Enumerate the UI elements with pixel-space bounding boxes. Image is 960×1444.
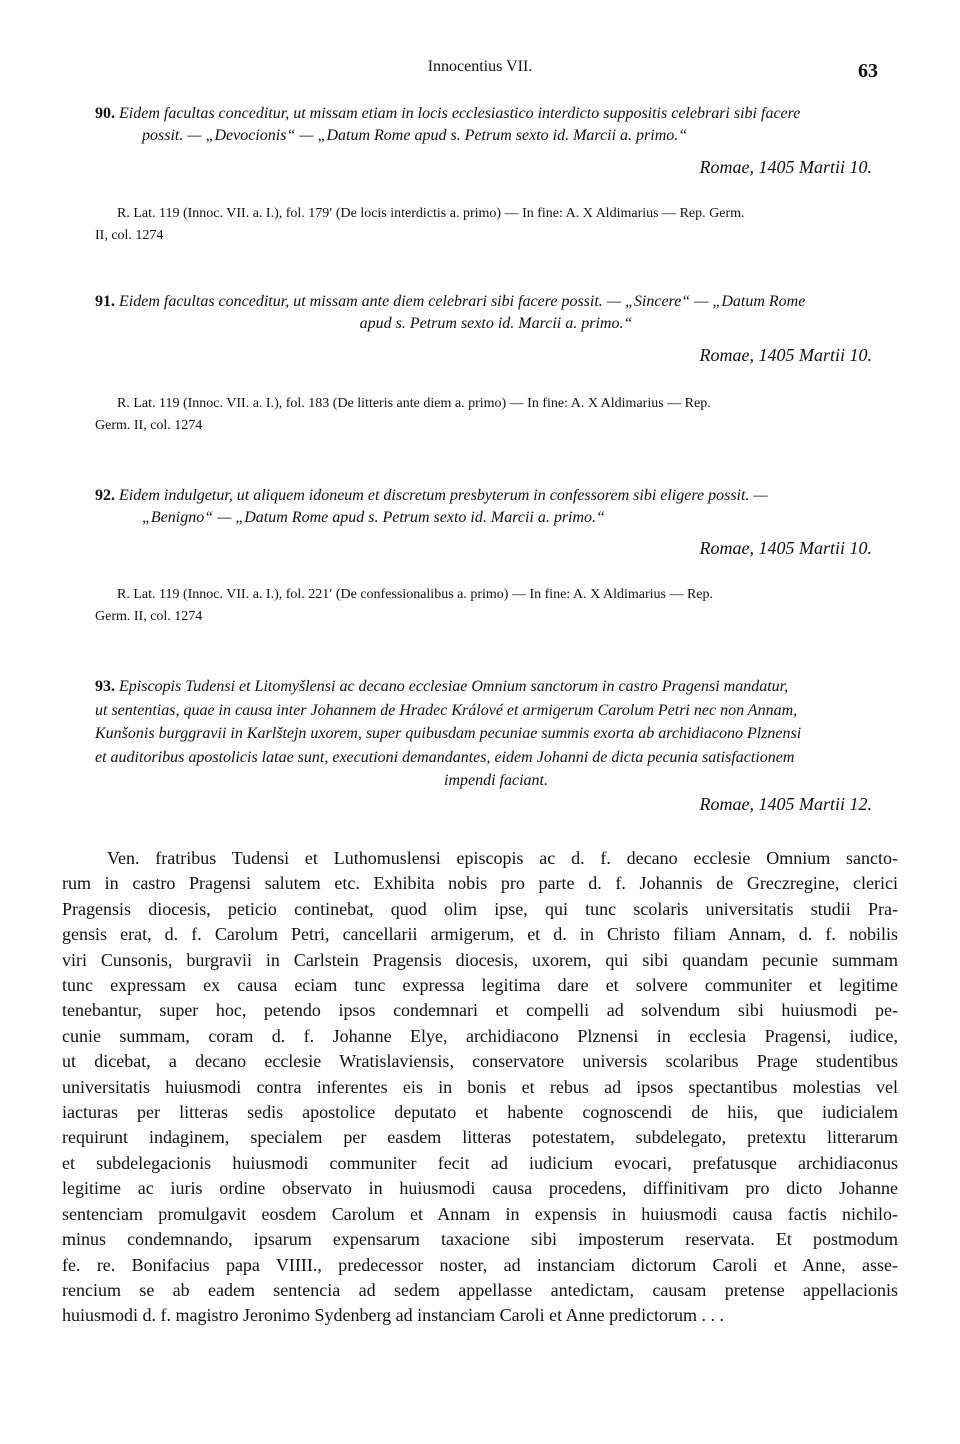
entry-text-line: Eidem facultas conceditur, ut missam etiam in locis ecclesiastico interdicto suppositis celebrari sibi facere — [119, 105, 801, 122]
entry-number: 93. — [95, 678, 115, 695]
entry-text-line: Episcopis Tudensi et Litomyšlensi ac decano ecclesiae Omnium sanctorum in castro Pragensi mandatur, — [119, 678, 789, 695]
body-line: gensis erat, d. f. Carolum Petri, cancellarii armigerum, et d. in Christo filiam Annam, d. f. nobilis — [62, 924, 898, 945]
entry-92-date: Romae, 1405 Martii 10. — [699, 538, 872, 558]
body-line: et subdelegacionis huiusmodi communiter fecit ad iudicium evocari, prefatusque archidiaconus — [62, 1152, 898, 1173]
document-body — [62, 846, 898, 1329]
body-line: cunie summam, coram d. f. Johanne Elye, archidiacono Plznensi in ecclesia Pragensi, iudice, — [62, 1025, 898, 1046]
body-line: tenebantur, super hoc, petendo ipsos condemnari et compelli ad solvendum sibi huiusmodi pe- — [62, 1000, 898, 1021]
body-line: legitime ac iuris ordine observato in huiusmodi causa procedens, diffinitivam pro dicto Johanne — [62, 1178, 898, 1199]
body-line: Ven. fratribus Tudensi et Luthomuslensi episcopis ac d. f. decano ecclesie Omnium sancto- — [107, 848, 898, 868]
entry-text-line: apud s. Petrum sexto id. Marcii a. primo.“ — [359, 315, 633, 332]
entry-text-line: et auditoribus apostolicis latae sunt, executioni demandantes, eidem Johanni de dicta pecunia satisfactionem — [95, 748, 795, 766]
body-line: sentenciam promulgavit eosdem Carolum et Annam in expensis in huiusmodi causa factis nichilo- — [62, 1203, 898, 1224]
reference-line: Germ. II, col. 1274 — [95, 418, 203, 433]
reference-line: Germ. II, col. 1274 — [95, 609, 203, 624]
body-line: rum in castro Pragensi salutem etc. Exhibita nobis pro parte d. f. Johannis de Greczregine, clerici — [62, 873, 898, 894]
body-line: minus condemnando, ipsarum expensarum taxacione sibi imposterum reservata. Et postmodum — [62, 1229, 898, 1250]
body-line: Pragensis diocesis, peticio continebat, quod olim ipse, qui tunc scolaris universitatis studii Pra- — [62, 898, 898, 919]
entry-93-summary — [95, 675, 897, 793]
entry-text-line: Kunšonis burggravii in Karlštejn uxorem, super quibusdam pecuniae summis exorta ab archidiacono Plznensi — [95, 725, 802, 742]
page-number: 63 — [858, 60, 878, 82]
entry-text-line: Eidem facultas conceditur, ut missam ante diem celebrari sibi facere possit. — „Sincere“ — „Datum Rome — [119, 293, 806, 310]
entry-text-line: ut sententias, quae in causa inter Johannem de Hradec Králové et armigerum Carolum Petri nec non Annam, — [95, 701, 798, 719]
entry-text-line: impendi faciant. — [444, 772, 548, 789]
entry-93-date: Romae, 1405 Martii 12. — [699, 794, 872, 814]
entry-92-reference — [95, 584, 897, 628]
entry-text-line: Eidem indulgetur, ut aliquem idoneum et discretum presbyterum in confessorem sibi eligere possit. — — [119, 487, 768, 504]
entry-91-reference — [95, 393, 897, 437]
entry-90-date: Romae, 1405 Martii 10. — [699, 157, 872, 177]
entry-92-summary — [95, 485, 897, 529]
reference-line: R. Lat. 119 (Innoc. VII. a. I.), fol. 179′ (De locis interdictis a. primo) — In fine: A. X Aldimarius — Rep. Germ. — [117, 206, 745, 221]
entry-text-line: possit. — „Devocionis“ — „Datum Rome apud s. Petrum sexto id. Marcii a. primo.“ — [142, 127, 688, 144]
body-line: viri Cunsonis, burgravii in Carlstein Pragensis diocesis, uxorem, qui sibi quandam pecunie summam — [62, 949, 898, 970]
body-line: fe. re. Bonifacius papa VIIII., predecessor noster, ad instanciam dictorum Caroli et Anne, asse- — [62, 1254, 898, 1275]
entry-number: 90. — [95, 105, 115, 122]
reference-line: R. Lat. 119 (Innoc. VII. a. I.), fol. 183 (De litteris ante diem a. primo) — In fine: A. X Aldimarius — Rep. — [117, 396, 711, 411]
running-header: Innocentius VII. — [427, 58, 533, 75]
entry-90-reference — [95, 203, 897, 247]
entry-number: 91. — [95, 293, 115, 310]
entry-text-line: „Benigno“ — „Datum Rome apud s. Petrum sexto id. Marcii a. primo.“ — [142, 509, 605, 526]
body-line: tunc expressam ex causa eciam tunc expressa legitima dare et solvere communiter et legitime — [62, 975, 898, 996]
body-line: rencium se ab eadem sentencia ad sedem appellasse antedictam, causam pretense appellacionis — [62, 1279, 898, 1300]
body-line: ut dicebat, a decano ecclesie Wratislaviensis, conservatore universis scolaribus Prage studentibus — [62, 1051, 898, 1072]
reference-line: II, col. 1274 — [95, 228, 164, 243]
body-line: iacturas per litteras sedis apostolice deputato et habente cognoscendi de hiis, que iudicialem — [62, 1102, 898, 1123]
entry-91-summary — [95, 291, 897, 335]
body-line: huiusmodi d. f. magistro Jeronimo Sydenberg ad instanciam Caroli et Anne predictorum . . . — [62, 1305, 725, 1326]
entry-90-summary — [95, 103, 897, 147]
body-line: requirunt indaginem, specialem per easdem litteras potestatem, subdelegato, pretextu litterarum — [62, 1127, 898, 1148]
reference-line: R. Lat. 119 (Innoc. VII. a. I.), fol. 221′ (De confessionalibus a. primo) — In fine: A. X Aldimarius — Rep. — [117, 587, 714, 602]
entry-91-date: Romae, 1405 Martii 10. — [699, 345, 872, 365]
body-line: universitatis huiusmodi contra inferentes eis in bonis et rebus ad ipsos spectantibus molestias vel — [62, 1076, 898, 1097]
entry-number: 92. — [95, 487, 115, 504]
